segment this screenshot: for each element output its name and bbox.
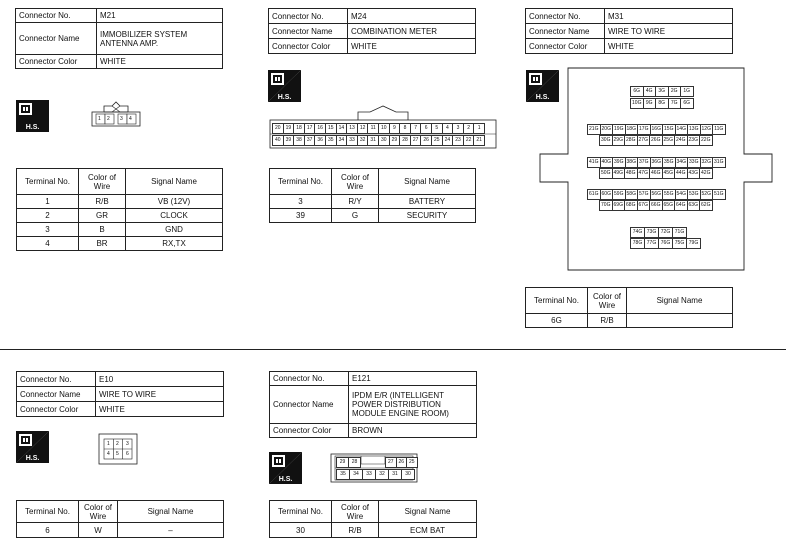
m31-pin: 28G (624, 135, 638, 146)
m31-pin: 39G (612, 157, 626, 168)
m21-connector-face (88, 98, 144, 132)
hs-harness-side-icon (16, 431, 49, 463)
terminal-header: Terminal No. (17, 169, 79, 195)
m31-pin: 56G (650, 189, 664, 200)
e121-signal-table (269, 500, 477, 538)
m31-pin: 77G (644, 238, 659, 249)
m24-pin: 33 (346, 135, 358, 146)
m24-pin: 24 (442, 135, 454, 146)
m31-pin: 76G (658, 238, 673, 249)
m31-pin: 42G (699, 168, 713, 179)
connector-color-label: Connector Color (17, 402, 96, 417)
m31-pin: 60G (600, 189, 614, 200)
m31-pin: 58G (625, 189, 639, 200)
connector-color-value: WHITE (97, 55, 223, 69)
m31-connector-info (525, 8, 733, 54)
m31-pin: 43G (687, 168, 701, 179)
m31-pin: 45G (662, 168, 676, 179)
m31-pin: 12G (700, 124, 714, 135)
m31-pin: 14G (675, 124, 689, 135)
e121-pin: 28 (348, 457, 361, 468)
m31-pin: 54G (675, 189, 689, 200)
connector-color-value: WHITE (96, 402, 224, 417)
m24-pin: 31 (367, 135, 379, 146)
m24-pin: 11 (367, 123, 379, 134)
connector-name-label: Connector Name (269, 24, 348, 39)
m31-pin: 47G (637, 168, 651, 179)
m31-pin: 37G (637, 157, 651, 168)
m24-pin: 5 (431, 123, 443, 134)
e121-pin: 25 (406, 457, 418, 468)
m24-pin: 9 (389, 123, 401, 134)
m31-pin: 69G (612, 200, 626, 211)
m24-pin: 10 (378, 123, 390, 134)
m24-pin: 22 (463, 135, 475, 146)
connector-no-value: E10 (96, 372, 224, 387)
m31-pin: 78G (630, 238, 645, 249)
m31-pin: 17G (637, 124, 651, 135)
m31-pin: 34G (675, 157, 689, 168)
m31-pin: 15G (662, 124, 676, 135)
m31-pin: 48G (624, 168, 638, 179)
m24-pin: 38 (293, 135, 305, 146)
m31-pin: 38G (625, 157, 639, 168)
m21-pin-3: 3 (120, 116, 123, 122)
terminal-cell: 3 (17, 223, 79, 237)
wire-cell: R/B (588, 314, 627, 328)
m31-pin: 10G (630, 98, 644, 109)
m24-pin: 36 (314, 135, 326, 146)
m24-pin: 19 (283, 123, 295, 134)
connector-color-value: WHITE (605, 39, 733, 54)
m24-pin: 14 (336, 123, 348, 134)
table-row (270, 195, 476, 209)
m31-pin: 32G (700, 157, 714, 168)
e10-connector-face (98, 433, 138, 465)
m24-pin: 30 (378, 135, 390, 146)
m31-pin: 2G (668, 86, 682, 97)
m31-pin: 20G (600, 124, 614, 135)
connector-name-value: WIRE TO WIRE (96, 387, 224, 402)
m31-pin: 6G (630, 86, 644, 97)
m24-signal-table (269, 168, 476, 223)
connector-no-label: Connector No. (526, 9, 605, 24)
e121-pin: 35 (336, 469, 350, 480)
m24-pin: 4 (442, 123, 454, 134)
svg-text:H.S.: H.S. (535, 94, 550, 101)
table-row (17, 195, 223, 209)
m31-pin: 8G (655, 98, 669, 109)
e10-pin-1: 1 (107, 441, 110, 447)
terminal-cell: 39 (270, 209, 332, 223)
svg-text:H.S.: H.S. (25, 124, 40, 131)
m31-pin: 71G (672, 227, 687, 238)
signal-name-header: Signal Name (379, 169, 476, 195)
m31-pin: 62G (699, 200, 713, 211)
m31-pin: 30G (599, 135, 613, 146)
table-row (17, 223, 223, 237)
m31-pin: 6G (680, 98, 694, 109)
m31-pin: 11G (712, 124, 726, 135)
m31-pin: 67G (637, 200, 651, 211)
wire-cell: W (79, 523, 118, 538)
e121-connector-info (269, 371, 477, 438)
m31-pin: 55G (662, 189, 676, 200)
m31-pin: 63G (687, 200, 701, 211)
e121-pin: 26 (396, 457, 408, 468)
m31-pin: 70G (599, 200, 613, 211)
hs-harness-side-icon (16, 100, 49, 132)
svg-text:H.S.: H.S. (25, 455, 40, 462)
m31-pin: 50G (599, 168, 613, 179)
connector-name-value: IMMOBILIZER SYSTEM ANTENNA AMP. (97, 23, 223, 55)
signal-cell: CLOCK (126, 209, 223, 223)
connector-color-value: BROWN (349, 424, 477, 438)
wire-color-header: Color of Wire (332, 169, 379, 195)
e121-pin: 31 (388, 469, 402, 480)
m24-pin: 7 (410, 123, 422, 134)
table-row (17, 237, 223, 251)
terminal-cell: 30 (270, 523, 332, 538)
signal-name-header: Signal Name (379, 501, 477, 523)
m31-pin: 26G (649, 135, 663, 146)
m24-pin: 23 (452, 135, 464, 146)
m24-pin: 1 (473, 123, 485, 134)
m24-pin: 25 (431, 135, 443, 146)
m31-pin: 25G (662, 135, 676, 146)
e121-pin: 34 (349, 469, 363, 480)
m24-pin: 2 (463, 123, 475, 134)
svg-text:H.S.: H.S. (277, 94, 292, 101)
e121-pin: 30 (401, 469, 415, 480)
signal-cell: RX,TX (126, 237, 223, 251)
m31-pin: 16G (650, 124, 664, 135)
m24-pin: 34 (336, 135, 348, 146)
wire-cell: R/Y (332, 195, 379, 209)
connector-name-label: Connector Name (270, 386, 349, 424)
connector-name-value: COMBINATION METER (348, 24, 476, 39)
m24-pin: 35 (325, 135, 337, 146)
m31-pin: 40G (600, 157, 614, 168)
terminal-cell: 1 (17, 195, 79, 209)
e121-pin: 32 (375, 469, 389, 480)
connector-no-value: E121 (349, 372, 477, 386)
signal-name-header: Signal Name (118, 501, 224, 523)
hs-harness-side-icon (268, 70, 301, 102)
m24-pin: 3 (452, 123, 464, 134)
m31-pin: 73G (644, 227, 659, 238)
m31-pin: 21G (587, 124, 601, 135)
m31-pin: 31G (712, 157, 726, 168)
terminal-cell: 6G (526, 314, 588, 328)
e10-pin-6: 6 (126, 451, 129, 457)
connector-no-label: Connector No. (17, 372, 96, 387)
m24-pin: 17 (304, 123, 316, 134)
m31-pin: 51G (712, 189, 726, 200)
m31-pin: 36G (650, 157, 664, 168)
m31-pin: 46G (649, 168, 663, 179)
m31-pin: 79G (686, 238, 701, 249)
m31-pin: 57G (637, 189, 651, 200)
m24-pin: 28 (399, 135, 411, 146)
terminal-header: Terminal No. (270, 501, 332, 523)
m31-pin: 27G (637, 135, 651, 146)
m31-pin: 41G (587, 157, 601, 168)
m31-pin: 75G (672, 238, 687, 249)
signal-cell: ECM BAT (379, 523, 477, 538)
m31-pin: 7G (668, 98, 682, 109)
connector-name-label: Connector Name (526, 24, 605, 39)
signal-cell: – (118, 523, 224, 538)
connector-color-label: Connector Color (526, 39, 605, 54)
table-row (526, 314, 733, 328)
m31-pin: 59G (612, 189, 626, 200)
m24-pin: 6 (420, 123, 432, 134)
signal-cell: BATTERY (379, 195, 476, 209)
connector-no-label: Connector No. (16, 9, 97, 23)
m24-pin: 21 (473, 135, 485, 146)
e121-pin: 33 (362, 469, 376, 480)
terminal-cell: 6 (17, 523, 79, 538)
m31-pin: 9G (643, 98, 657, 109)
connector-no-label: Connector No. (269, 9, 348, 24)
wire-color-header: Color of Wire (79, 169, 126, 195)
table-row (270, 523, 477, 538)
m31-pin: 72G (658, 227, 673, 238)
e10-pin-3: 3 (126, 441, 129, 447)
terminal-cell: 2 (17, 209, 79, 223)
hs-harness-side-icon (269, 452, 302, 484)
signal-name-header: Signal Name (126, 169, 223, 195)
m21-pin-1: 1 (98, 116, 101, 122)
m31-pin: 64G (674, 200, 688, 211)
connector-name-label: Connector Name (16, 23, 97, 55)
connector-no-value: M24 (348, 9, 476, 24)
m31-pin: 23G (687, 135, 701, 146)
wire-cell: R/B (79, 195, 126, 209)
wire-cell: G (332, 209, 379, 223)
m21-signal-table (16, 168, 223, 251)
signal-name-header: Signal Name (627, 288, 733, 314)
terminal-cell: 4 (17, 237, 79, 251)
signal-cell: SECURITY (379, 209, 476, 223)
wire-color-header: Color of Wire (588, 288, 627, 314)
m24-pin: 29 (389, 135, 401, 146)
m24-pin: 12 (357, 123, 369, 134)
m24-pin: 15 (325, 123, 337, 134)
wire-cell: BR (79, 237, 126, 251)
m31-pin: 65G (662, 200, 676, 211)
m24-connector-info (268, 8, 476, 54)
m24-pin: 13 (346, 123, 358, 134)
connector-color-label: Connector Color (16, 55, 97, 69)
m31-pin: 1G (680, 86, 694, 97)
m31-pin: 24G (674, 135, 688, 146)
m31-pin: 33G (687, 157, 701, 168)
m31-pin: 22G (699, 135, 713, 146)
m31-pin: 49G (612, 168, 626, 179)
section-divider (0, 349, 786, 350)
m24-pin: 18 (293, 123, 305, 134)
m31-pin: 19G (612, 124, 626, 135)
e121-pin: 29 (336, 457, 349, 468)
terminal-cell: 3 (270, 195, 332, 209)
terminal-header: Terminal No. (270, 169, 332, 195)
terminal-header: Terminal No. (526, 288, 588, 314)
connector-color-label: Connector Color (270, 424, 349, 438)
e10-pin-5: 5 (116, 451, 119, 457)
m24-pin: 20 (272, 123, 284, 134)
m31-pin: 52G (700, 189, 714, 200)
m31-pin: 29G (612, 135, 626, 146)
m24-pin: 16 (314, 123, 326, 134)
m31-pin: 66G (649, 200, 663, 211)
m24-pin: 8 (399, 123, 411, 134)
e10-pin-4: 4 (107, 451, 110, 457)
wire-color-header: Color of Wire (332, 501, 379, 523)
m31-pin: 18G (625, 124, 639, 135)
svg-text:H.S.: H.S. (278, 476, 293, 483)
connector-no-label: Connector No. (270, 372, 349, 386)
e10-connector-info (16, 371, 224, 417)
m31-pin: 35G (662, 157, 676, 168)
connector-color-label: Connector Color (269, 39, 348, 54)
m24-pin: 27 (410, 135, 422, 146)
wire-color-header: Color of Wire (79, 501, 118, 523)
m31-pin: 68G (624, 200, 638, 211)
table-row (270, 209, 476, 223)
e10-signal-table (16, 500, 224, 538)
connector-name-label: Connector Name (17, 387, 96, 402)
m21-connector-info (15, 8, 223, 69)
m31-pin: 4G (643, 86, 657, 97)
signal-cell: GND (126, 223, 223, 237)
connector-no-value: M31 (605, 9, 733, 24)
wire-cell: GR (79, 209, 126, 223)
signal-cell: VB (12V) (126, 195, 223, 209)
m24-pin: 39 (283, 135, 295, 146)
m31-pin: 13G (687, 124, 701, 135)
e121-pin: 27 (385, 457, 397, 468)
wire-cell: R/B (332, 523, 379, 538)
table-row (17, 523, 224, 538)
m31-pin: 61G (587, 189, 601, 200)
m31-pin: 74G (630, 227, 645, 238)
connector-no-value: M21 (97, 9, 223, 23)
m21-pin-4: 4 (129, 116, 132, 122)
m24-pin: 40 (272, 135, 284, 146)
m24-pin: 37 (304, 135, 316, 146)
connector-name-value: IPDM E/R (INTELLIGENT POWER DISTRIBUTION MODULE ENGINE ROOM) (349, 386, 477, 424)
terminal-header: Terminal No. (17, 501, 79, 523)
connector-name-value: WIRE TO WIRE (605, 24, 733, 39)
m31-pin: 53G (687, 189, 701, 200)
connector-color-value: WHITE (348, 39, 476, 54)
m31-pin: 3G (655, 86, 669, 97)
m24-pin: 26 (420, 135, 432, 146)
e10-pin-2: 2 (116, 441, 119, 447)
signal-cell (627, 314, 733, 328)
wire-cell: B (79, 223, 126, 237)
m31-pin: 44G (674, 168, 688, 179)
m24-pin: 32 (357, 135, 369, 146)
m21-pin-2: 2 (107, 116, 110, 122)
table-row (17, 209, 223, 223)
m31-signal-table (525, 287, 733, 328)
